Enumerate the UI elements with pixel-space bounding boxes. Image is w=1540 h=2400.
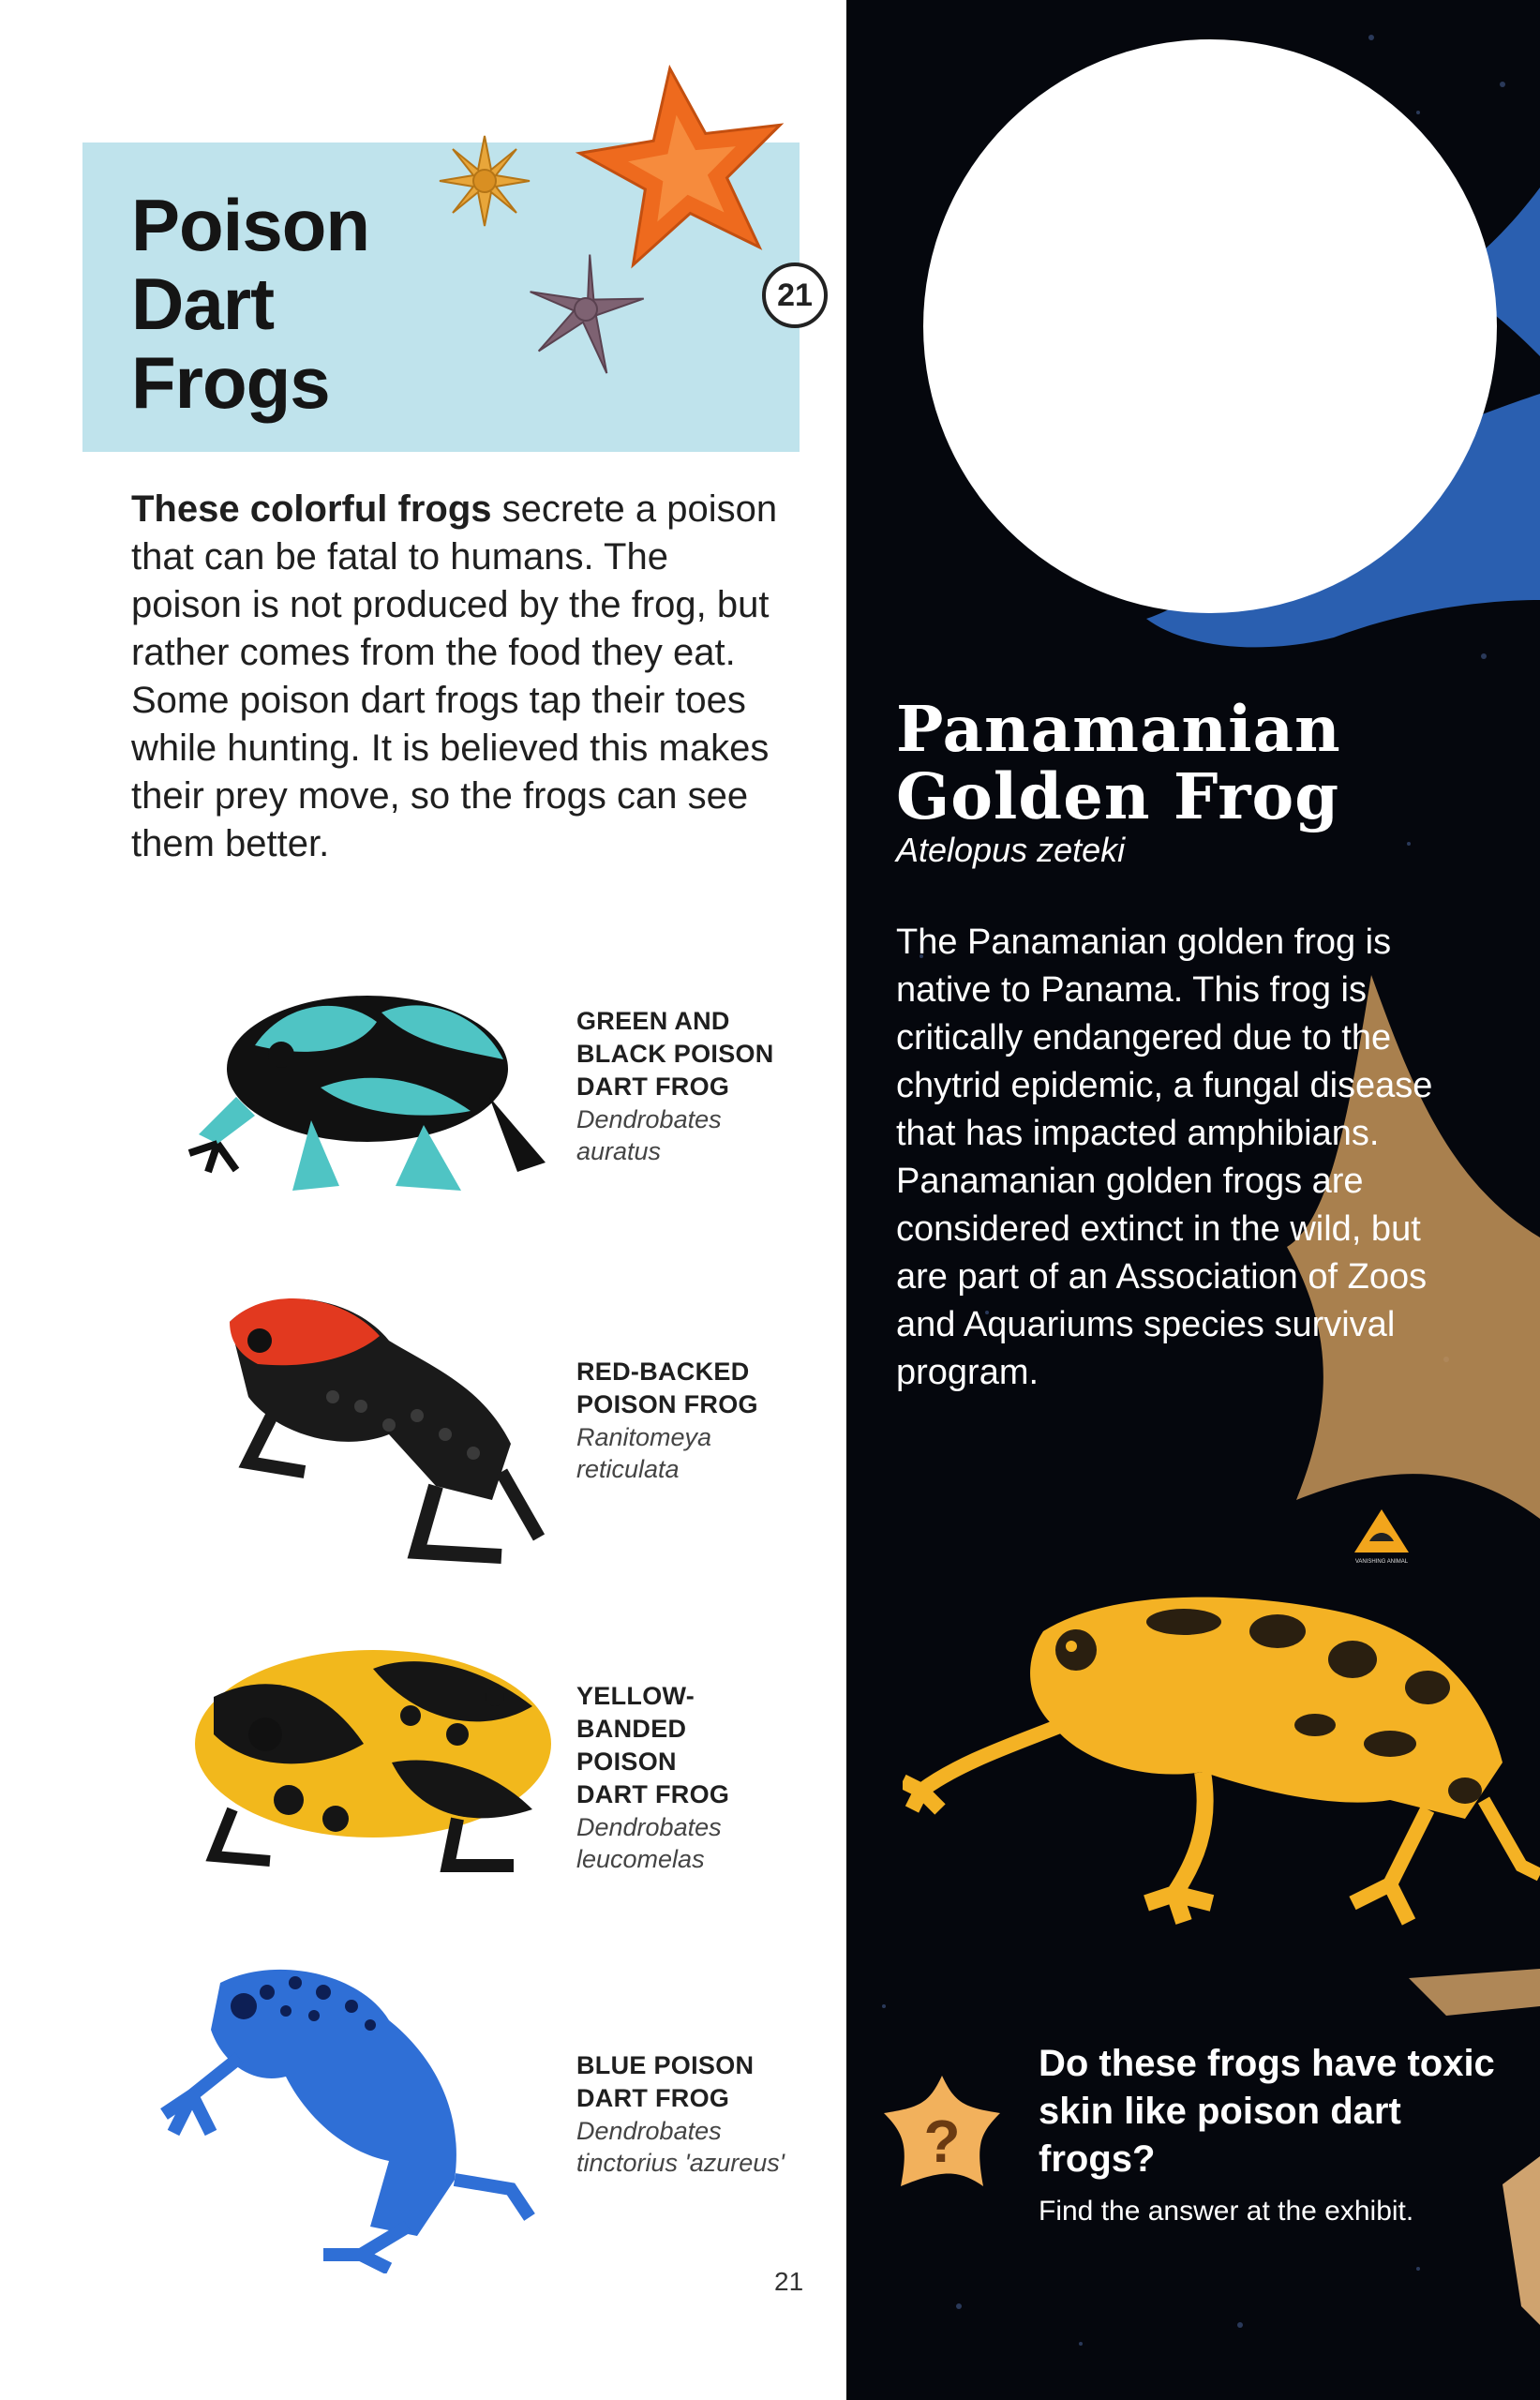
intro-text: secrete a poison that can be fatal to humans. The poison is not produced by the frog, but rather comes from the food they eat. Some poison dart frogs tap their toes while hunting. It is believed this makes their prey move, so the frogs can see them better. (131, 488, 778, 864)
feature-title (896, 692, 1341, 833)
title-line: Poison (131, 184, 370, 266)
green-black-frog-image (180, 956, 555, 1219)
frog-common-name: BLUE POISON DART FROG (576, 2051, 755, 2112)
page-number: 21 (774, 2267, 804, 2296)
svg-text:?: ? (923, 2108, 961, 2175)
small-sunstar-image (433, 129, 536, 232)
question-star-icon (872, 2068, 1012, 2209)
golden-frog-image (903, 1575, 1540, 1931)
frog-label (576, 1356, 830, 1485)
orange-starfish-image (574, 56, 799, 281)
intro-lead: These colorful frogs (131, 488, 492, 530)
blue-frog-image (155, 1955, 548, 2273)
feature-panel (846, 0, 1540, 2400)
red-backed-frog-image (202, 1284, 558, 1566)
feature-scientific-name: Atelopus zeteki (896, 831, 1126, 869)
frog-common-name: YELLOW- BANDED POISON DART FROG (576, 1682, 730, 1808)
frog-scientific-name: Ranitomeya reticulata (576, 1423, 712, 1483)
question-text: Do these frogs have toxic skin like poison dart frogs? (1039, 2043, 1495, 2180)
feature-title-line: Panamanian (896, 692, 1341, 766)
frog-scientific-name: Dendrobates auratus (576, 1105, 722, 1165)
page-title (131, 186, 369, 422)
purple-starfish-image (516, 251, 656, 382)
frog-label (576, 1680, 830, 1875)
feature-title-line: Golden Frog (896, 759, 1340, 833)
frog-label (576, 2049, 830, 2179)
frog-scientific-name: Dendrobates leucomelas (576, 1813, 722, 1873)
frog-common-name: GREEN AND BLACK POISON DART FROG (576, 1007, 774, 1101)
yellow-banded-frog-image (176, 1631, 561, 1875)
page-badge: 21 (762, 262, 828, 328)
frog-common-name: RED-BACKED POISON FROG (576, 1358, 758, 1418)
intro-paragraph (131, 486, 787, 868)
title-line: Dart (131, 262, 275, 345)
frog-scientific-name: Dendrobates tinctorius 'azureus' (576, 2117, 785, 2177)
vanishing-animal-icon (1349, 1506, 1414, 1566)
vanishing-animal-label: VANISHING ANIMAL (1354, 1559, 1409, 1565)
title-line: Frogs (131, 341, 330, 424)
frog-label (576, 1005, 830, 1167)
feature-body: The Panamanian golden frog is native to Panama. This frog is critically endangered due to the chytrid epidemic, a fungal disease that has impacted amphibians. Panamanian golden frogs are considered extinct in the wild, but are part of an Association of Zoos and Aquariums species survival program. (896, 922, 1433, 1392)
question-note: Find the answer at the exhibit. (1039, 2196, 1414, 2227)
photo-placeholder-circle (923, 39, 1497, 613)
